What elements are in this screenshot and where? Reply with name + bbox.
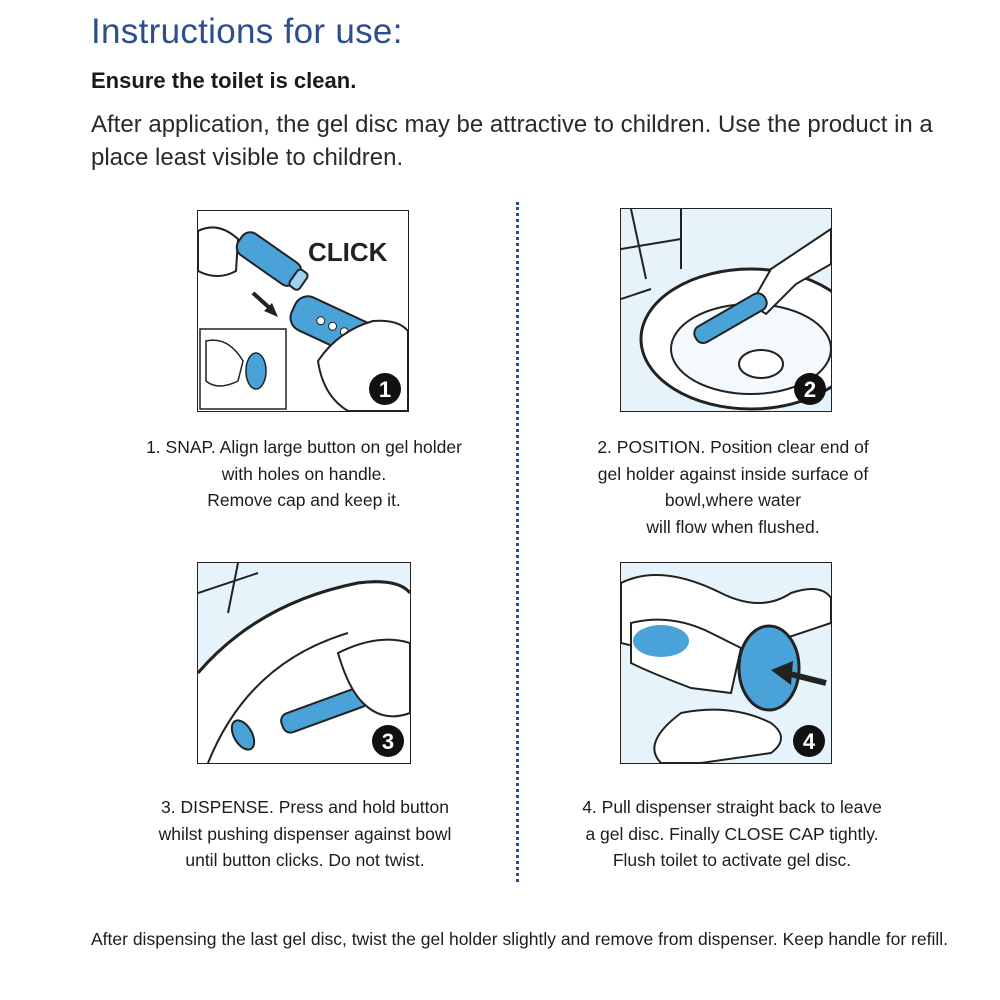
step-1-caption-line: Remove cap and keep it.: [207, 490, 401, 510]
step-2-caption-line: bowl,where water: [664, 490, 802, 510]
step-3-illustration: [197, 562, 411, 764]
column-divider: [516, 202, 519, 882]
step-4-caption: [530, 794, 934, 874]
step-1-illustration: [197, 210, 409, 412]
step-4-caption-line: a gel disc. Finally CLOSE CAP tightly.: [585, 823, 879, 844]
step-1-caption: [96, 434, 512, 514]
refill-note: After dispensing the last gel disc, twist the gel holder slightly and remove from dispenser. Keep handle for refill.: [91, 929, 948, 949]
step-4-illustration: [620, 562, 832, 764]
step-3-caption-line: whilst pushing dispenser against bowl: [158, 823, 452, 844]
clean-toilet-note: Ensure the toilet is clean.: [91, 68, 357, 93]
child-safety-warning: After application, the gel disc may be attractive to children. Use the product in a place least visible to children.: [91, 111, 933, 171]
step-3-caption: [100, 794, 510, 874]
step-2-illustration: [620, 208, 832, 412]
step-2-caption-line: gel holder against inside surface of: [597, 463, 869, 484]
step-2-caption-line: will flow when flushed.: [646, 516, 820, 537]
step-3-caption-line: 3. DISPENSE. Press and hold button: [161, 797, 449, 817]
page-title: Instructions for use:: [91, 12, 403, 51]
step-1-number: 1: [378, 377, 392, 402]
step-2-number: 2: [803, 377, 817, 402]
step-1-caption-line: 1. SNAP. Align large button on gel holder: [146, 437, 462, 457]
step-1-caption-line: with holes on handle.: [221, 463, 387, 484]
step-4-caption-line: Flush toilet to activate gel disc.: [612, 850, 852, 870]
step-2-caption-line: 2. POSITION. Position clear end of: [597, 437, 869, 457]
step-4-number: 4: [802, 729, 816, 754]
click-label: CLICK: [308, 237, 388, 267]
step-3-caption-line: until button clicks. Do not twist.: [185, 850, 425, 870]
step-4-caption-line: 4. Pull dispenser straight back to leave: [582, 797, 882, 817]
step-3-number: 3: [381, 729, 395, 754]
step-2-caption: [528, 434, 938, 540]
